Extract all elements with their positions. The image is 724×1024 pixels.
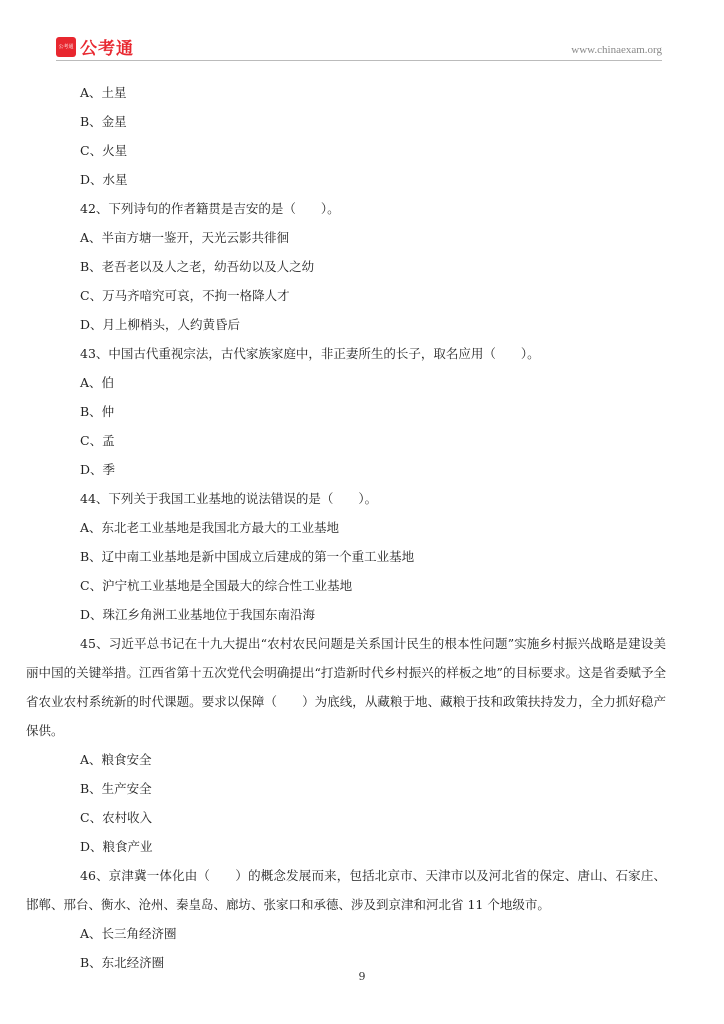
- option-line: A、半亩方塘一鉴开，天光云影共徘徊: [80, 230, 290, 245]
- question-43: 43、中国古代重视宗法，古代家族家庭中，非正妻所生的长子，取名应用（ ）。: [80, 346, 540, 361]
- option-line: C、沪宁杭工业基地是全国最大的综合性工业基地: [80, 578, 353, 593]
- question-44: 44、下列关于我国工业基地的说法错误的是（ ）。: [80, 491, 378, 506]
- option-line: B、辽中南工业基地是新中国成立后建成的第一个重工业基地: [80, 549, 415, 564]
- option-line: C、孟: [80, 433, 115, 448]
- page-number: 9: [358, 970, 366, 983]
- option-line: A、长三角经济圈: [80, 926, 177, 941]
- option-line: C、农村收入: [80, 810, 153, 825]
- option-line: B、金星: [80, 114, 127, 129]
- option-line: D、水星: [80, 172, 128, 187]
- option-line: B、东北经济圈: [80, 955, 165, 970]
- option-line: C、万马齐喑究可哀，不拘一格降人才: [80, 288, 290, 303]
- header-divider: [56, 60, 662, 61]
- option-line: C、火星: [80, 143, 128, 158]
- question-42: 42、下列诗句的作者籍贯是吉安的是（ ）。: [80, 201, 340, 216]
- option-line: A、东北老工业基地是我国北方最大的工业基地: [80, 520, 340, 535]
- option-line: D、粮食产业: [80, 839, 153, 854]
- option-line: A、粮食安全: [80, 752, 152, 767]
- option-line: B、生产安全: [80, 781, 152, 796]
- logo-text: 公考通: [80, 39, 134, 59]
- logo-badge-icon: 公考通: [56, 37, 76, 57]
- page-header: [56, 34, 662, 60]
- logo: [56, 34, 134, 59]
- option-line: D、月上柳梢头，人约黄昏后: [80, 317, 241, 332]
- option-line: A、伯: [80, 375, 115, 390]
- question-45: 45、习近平总书记在十九大提出“农村农民问题是关系国计民生的根本性问题”实施乡村振兴战略是建设美丽中国的关键举措。江西省第十五次党代会明确提出“打造新时代乡村振兴的样板之地”的目标要求。这是省委赋予全省农业农村系统新的时代课题。要求以保障（ ）为底线，从藏粮于地、藏粮于技和政策扶持发力，全力抓好稳产保供。: [26, 636, 666, 738]
- option-line: B、仲: [80, 404, 115, 419]
- document-body: [26, 78, 666, 977]
- site-url[interactable]: www.chinaexam.org: [571, 44, 662, 56]
- option-line: D、季: [80, 462, 116, 477]
- option-line: A、土星: [80, 85, 127, 100]
- option-line: B、老吾老以及人之老，幼吾幼以及人之幼: [80, 259, 315, 274]
- option-line: D、珠江乡角洲工业基地位于我国东南沿海: [80, 607, 316, 622]
- question-46: 46、京津冀一体化由（ ）的概念发展而来，包括北京市、天津市以及河北省的保定、唐山、石家庄、邯郸、邢台、衡水、沧州、秦皇岛、廊坊、张家口和承德、涉及到京津和河北省 11 个地级市。: [26, 868, 666, 912]
